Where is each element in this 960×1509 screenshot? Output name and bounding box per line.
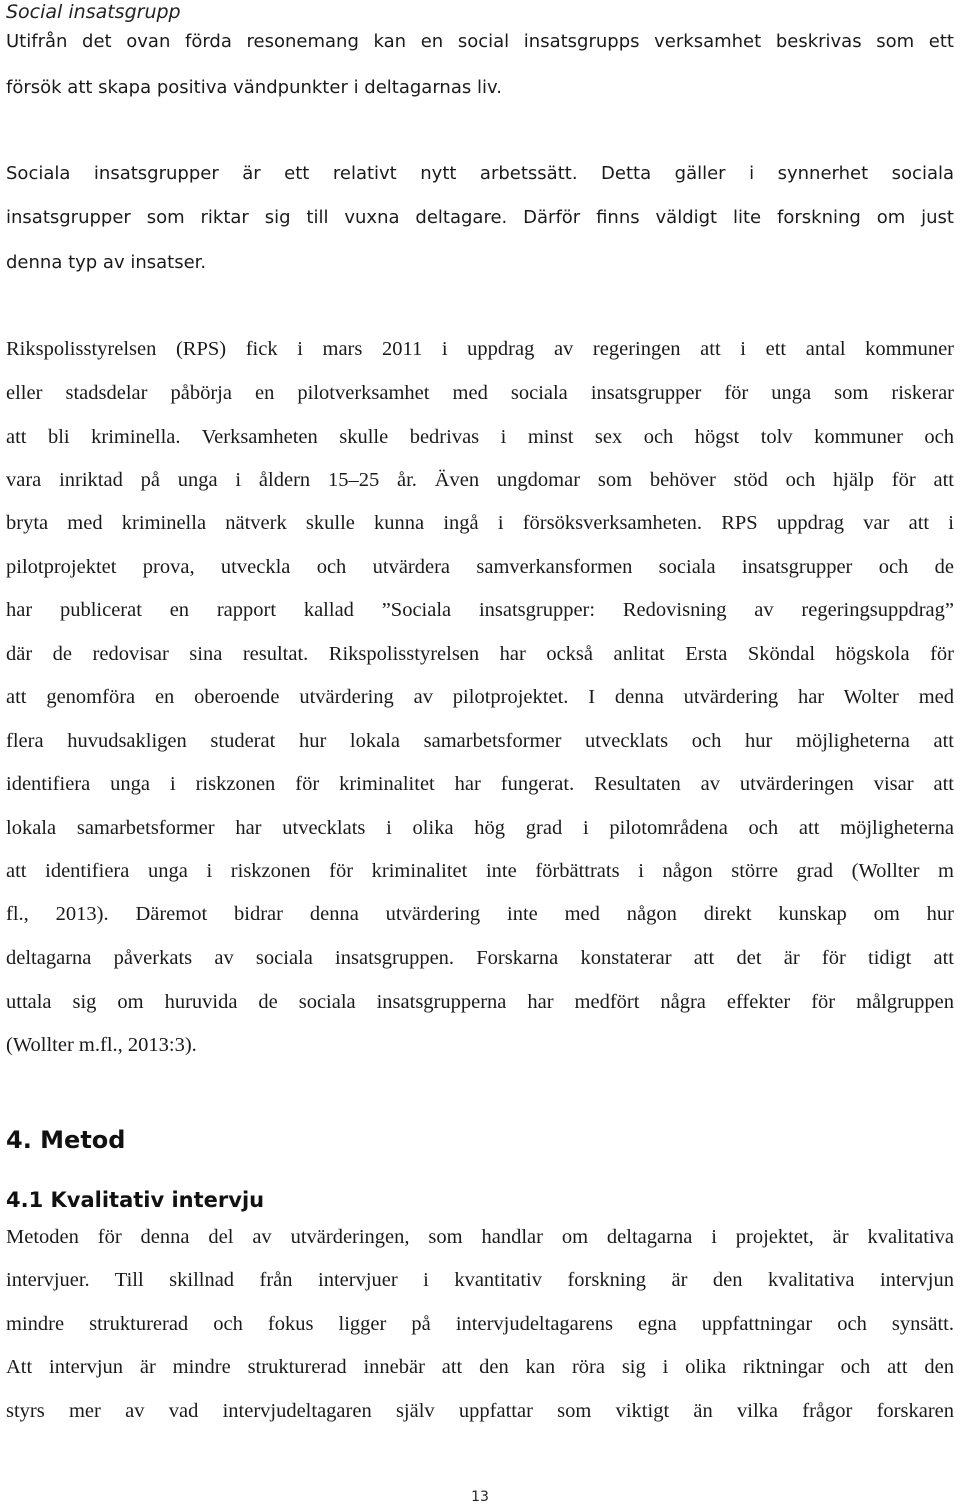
- paragraph-4-line-4: Att intervjun är mindre strukturerad innebär att den kan röra sig i olika riktningar och att den: [6, 1356, 954, 1378]
- paragraph-4-line-5: styrs mer av vad intervjudeltagaren själv uppfattar som viktigt än vilka frågor forskaren: [6, 1400, 954, 1422]
- paragraph-3-line-6: pilotprojektet prova, utveckla och utvärdera samverkansformen sociala insatsgrupper och de: [6, 556, 954, 578]
- paragraph-4-line-2: intervjuer. Till skillnad från intervjuer i kvantitativ forskning är den kvalitativa intervjun: [6, 1269, 954, 1291]
- section-heading-italic: Social insatsgrupp: [6, 1, 181, 23]
- subsection-heading: 4.1 Kvalitativ intervju: [6, 1188, 265, 1212]
- paragraph-3-line-11: identifiera unga i riskzonen för kriminalitet har fungerat. Resultaten av utvärderingen visar att: [6, 773, 954, 795]
- paragraph-3-line-3: att bli kriminella. Verksamheten skulle bedrivas i minst sex och högst tolv kommuner och: [6, 426, 954, 448]
- paragraph-4-line-3: mindre strukturerad och fokus ligger på intervjudeltagarens egna uppfattningar och synsätt.: [6, 1313, 954, 1335]
- paragraph-3-line-10: flera huvudsakligen studerat hur lokala samarbetsformer utvecklats och hur möjligheterna att: [6, 730, 954, 752]
- page-number: 13: [471, 1489, 489, 1505]
- paragraph-3-line-4: vara inriktad på unga i åldern 15–25 år. Även ungdomar som behöver stöd och hjälp för att: [6, 469, 954, 491]
- paragraph-3-line-14: fl., 2013). Däremot bidrar denna utvärdering inte med någon direkt kunskap om hur: [6, 903, 954, 925]
- paragraph-1-line-1: Utifrån det ovan förda resonemang kan en social insatsgrupps verksamhet beskrivas som ett: [6, 31, 954, 52]
- paragraph-3-line-8: där de redovisar sina resultat. Rikspolisstyrelsen har också anlitat Ersta Sköndal högskola för: [6, 643, 954, 665]
- paragraph-1-line-2: försök att skapa positiva vändpunkter i deltagarnas liv.: [6, 77, 502, 98]
- paragraph-3-line-1: Rikspolisstyrelsen (RPS) fick i mars 2011 i uppdrag av regeringen att i ett antal kommuner: [6, 338, 954, 360]
- paragraph-2-line-2: insatsgrupper som riktar sig till vuxna deltagare. Därför finns väldigt lite forskning om just: [6, 207, 954, 228]
- paragraph-3-line-15: deltagarna påverkats av sociala insatsgruppen. Forskarna konstaterar att det är för tidigt att: [6, 947, 954, 969]
- paragraph-2-line-3: denna typ av insatser.: [6, 252, 207, 273]
- paragraph-3-line-12: lokala samarbetsformer har utvecklats i olika hög grad i pilotområdena och att möjligheterna: [6, 817, 954, 839]
- paragraph-3-line-17: (Wollter m.fl., 2013:3).: [6, 1034, 197, 1056]
- paragraph-2-line-1: Sociala insatsgrupper är ett relativt nytt arbetssätt. Detta gäller i synnerhet sociala: [6, 163, 954, 184]
- paragraph-3-line-7: har publicerat en rapport kallad ”Sociala insatsgrupper: Redovisning av regeringsuppdrag”: [6, 599, 954, 621]
- paragraph-3-line-9: att genomföra en oberoende utvärdering av pilotprojektet. I denna utvärdering har Wolter med: [6, 686, 954, 708]
- chapter-heading: 4. Metod: [6, 1126, 126, 1154]
- paragraph-3-line-16: uttala sig om huruvida de sociala insatsgrupperna har medfört några effekter för målgruppen: [6, 991, 954, 1013]
- paragraph-3-line-2: eller stadsdelar påbörja en pilotverksamhet med sociala insatsgrupper för unga som riskerar: [6, 382, 954, 404]
- paragraph-3-line-13: att identifiera unga i riskzonen för kriminalitet inte förbättrats i någon större grad (Wollter m: [6, 860, 954, 882]
- paragraph-4-line-1: Metoden för denna del av utvärderingen, som handlar om deltagarna i projektet, är kvalitativa: [6, 1226, 954, 1248]
- paragraph-3-line-5: bryta med kriminella nätverk skulle kunna ingå i försöksverksamheten. RPS uppdrag var att i: [6, 512, 954, 534]
